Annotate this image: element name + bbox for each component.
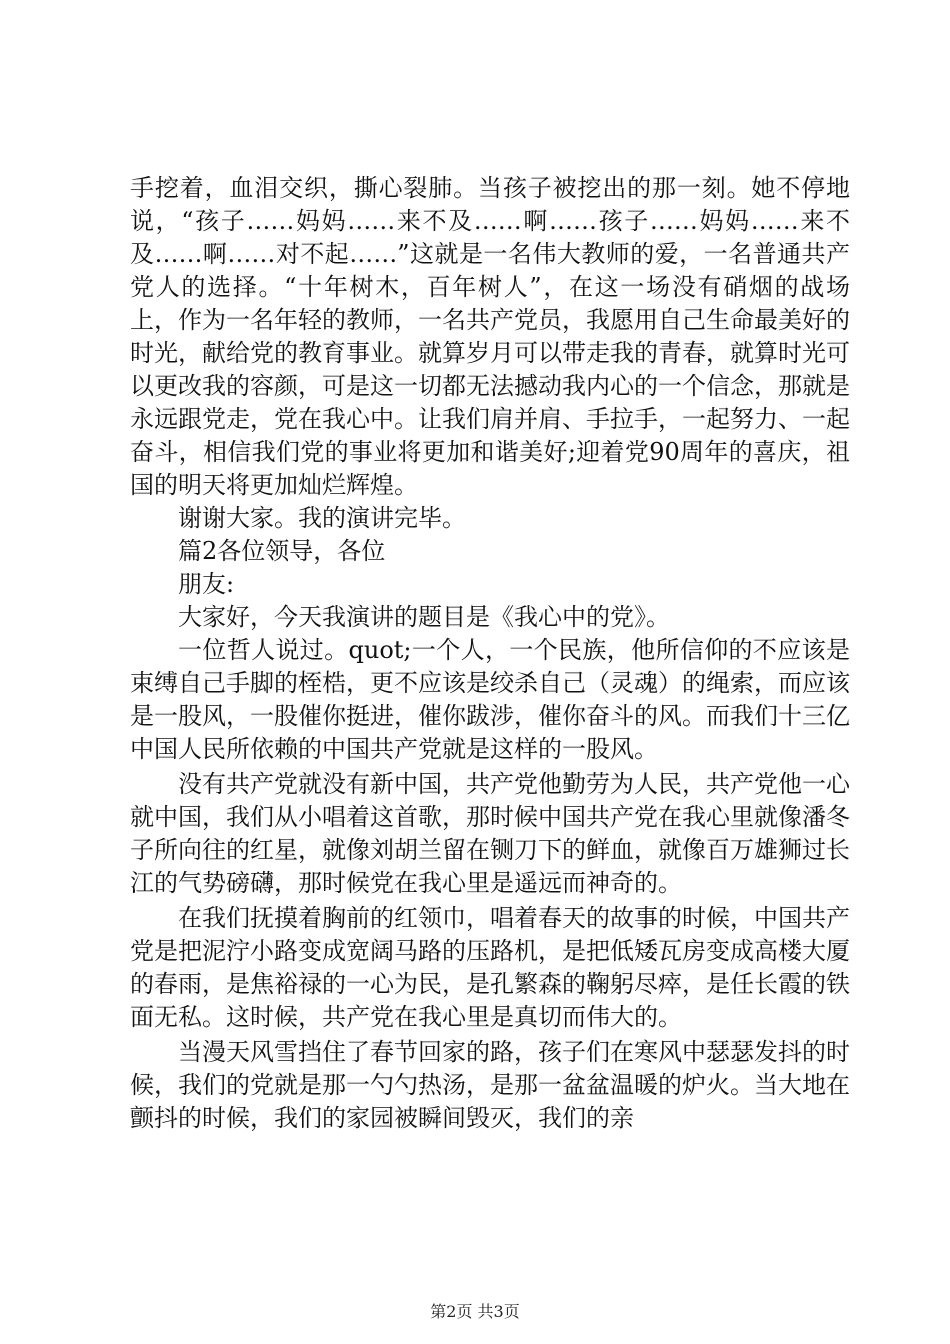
paragraph-red-scarf: 在我们抚摸着胸前的红领巾，唱着春天的故事的时候，中国共产党是把泥泞小路变成宽阔马路的压路机，是把低矮瓦房变成高楼大厦的春雨，是焦裕禄的一心为民，是孔繁森的鞠躬尽瘁，是任长霞的铁面无私。这时候，共产党在我心里是真切而伟大的。 bbox=[130, 904, 850, 1031]
paragraph-song: 没有共产党就没有新中国，共产党他勤劳为人民，共产党他一心就中国，我们从小唱着这首歌，那时候中国共产党在我心里就像潘冬子所向往的红星，就像刘胡兰留在铡刀下的鲜血，就像百万雄狮过长江的气势磅礴，那时候党在我心里是遥远而神奇的。 bbox=[130, 770, 850, 897]
paragraph-thanks: 谢谢大家。我的演讲完毕。 bbox=[178, 504, 466, 532]
paragraph-greeting: 大家好，今天我演讲的题目是《我心中的党》。 bbox=[178, 603, 670, 631]
paragraph-friends: 朋友: bbox=[178, 570, 235, 598]
document-body bbox=[130, 172, 850, 1135]
paragraph-philosopher: 一位哲人说过。quot;一个人，一个民族，他所信仰的不应该是束缚自己手脚的桎梏，更不应该是绞杀自己（灵魂）的绳索，而应该是一股风，一股催你挺进，催你跋涉，催你奋斗的风。而我们十三亿中国人民所依赖的中国共产党就是这样的一股风。 bbox=[130, 636, 850, 763]
paragraph-section-heading: 篇2各位领导，各位 bbox=[178, 537, 386, 565]
page-footer: 第2页 共3页 bbox=[430, 1302, 520, 1321]
paragraph-continued: 手挖着，血泪交织，撕心裂肺。当孩子被挖出的那一刻。她不停地说，“孩子……妈妈……来不及……啊……孩子……妈妈……来不及……啊……对不起……”这就是一名伟大教师的爱，一名普通共产党人的选择。“十年树木，百年树人”，在这一场没有硝烟的战场上，作为一名年轻的教师，一名共产党员，我愿用自己生命最美好的时光，献给党的教育事业。就算岁月可以带走我的青春，就算时光可以更改我的容颜，可是这一切都无法撼动我内心的一个信念，那就是永远跟党走，党在我心中。让我们肩并肩、手拉手，一起努力、一起奋斗，相信我们党的事业将更加和谐美好;迎着党90周年的喜庆，祖国的明天将更加灿烂辉煌。 bbox=[130, 174, 850, 499]
paragraph-snowstorm: 当漫天风雪挡住了春节回家的路，孩子们在寒风中瑟瑟发抖的时候，我们的党就是那一勺勺热汤，是那一盆盆温暖的炉火。当大地在颤抖的时候，我们的家园被瞬间毁灭，我们的亲 bbox=[130, 1038, 850, 1132]
